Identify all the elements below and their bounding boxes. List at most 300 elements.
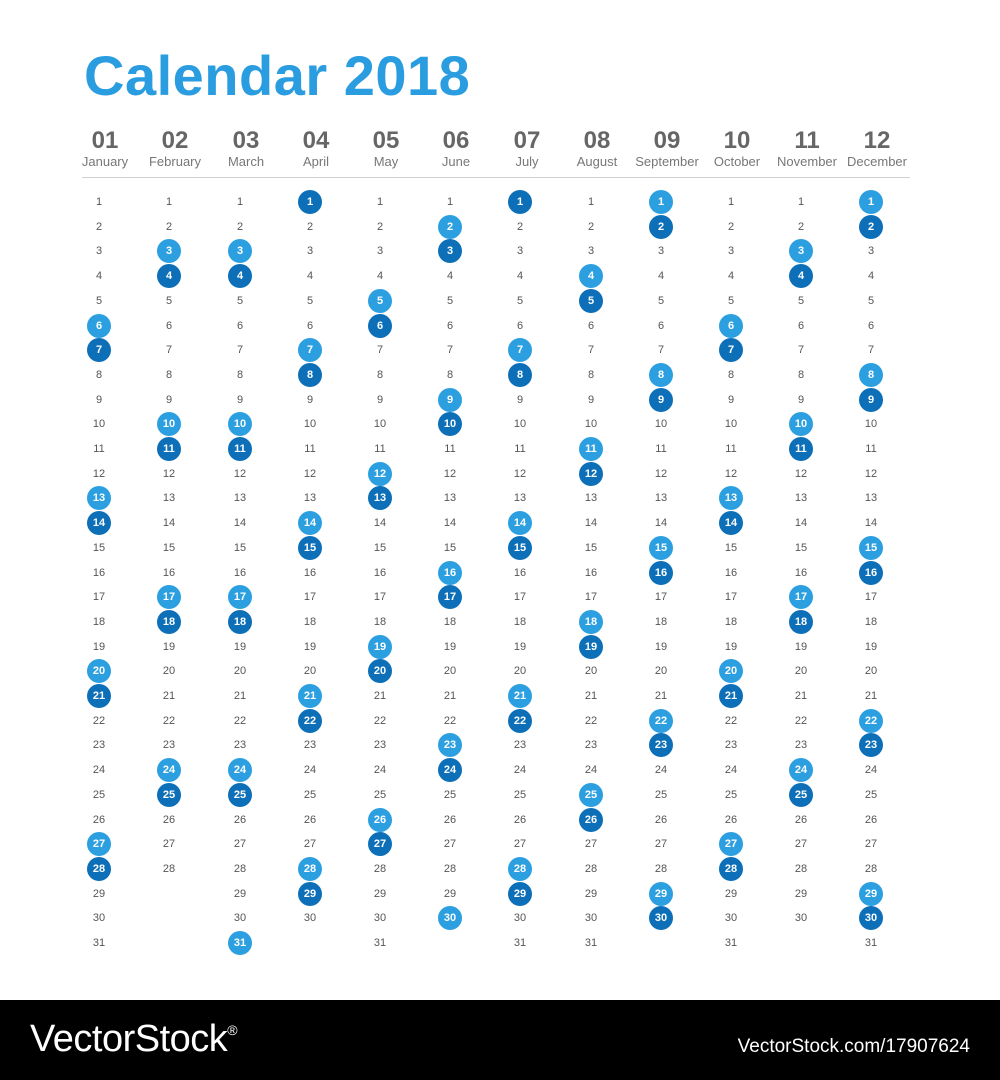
day-september-27: 27: [654, 838, 668, 851]
day-june-17: 17: [438, 585, 462, 609]
day-july-16: 16: [513, 566, 527, 579]
day-november-13: 13: [794, 492, 808, 505]
day-november-2: 2: [797, 220, 805, 233]
day-march-31: 31: [228, 931, 252, 955]
day-november-6: 6: [797, 319, 805, 332]
month-header-august: [557, 128, 637, 170]
day-july-6: 6: [516, 319, 524, 332]
month-header-november: [767, 128, 847, 170]
day-november-25: 25: [789, 783, 813, 807]
day-june-21: 21: [443, 690, 457, 702]
day-february-1: 1: [165, 196, 173, 208]
day-july-15: 15: [508, 536, 532, 560]
day-february-2: 2: [165, 220, 173, 233]
day-january-30: 30: [92, 912, 106, 925]
day-october-17: 17: [724, 591, 738, 604]
day-october-26: 26: [724, 813, 738, 826]
day-march-22: 22: [233, 714, 247, 727]
month-name: March: [227, 154, 265, 169]
day-november-17: 17: [789, 585, 813, 609]
day-august-20: 20: [584, 665, 598, 678]
day-august-18: 18: [579, 610, 603, 634]
day-april-16: 16: [303, 566, 317, 579]
month-name: December: [847, 154, 907, 169]
day-july-23: 23: [513, 739, 527, 752]
day-october-25: 25: [724, 788, 738, 801]
day-may-2: 2: [376, 220, 384, 233]
day-march-11: 11: [228, 437, 252, 461]
image-credit: VectorStock.com/17907624: [737, 1036, 970, 1057]
day-september-2: 2: [649, 215, 673, 239]
day-may-11: 11: [374, 443, 386, 455]
vectorstock-logo: [30, 1018, 237, 1061]
day-july-2: 2: [516, 220, 524, 233]
day-april-14: 14: [298, 511, 322, 535]
day-march-29: 29: [233, 887, 247, 900]
day-april-29: 29: [298, 882, 322, 906]
day-september-5: 5: [657, 294, 665, 307]
day-january-16: 16: [92, 566, 106, 579]
day-july-14: 14: [508, 511, 532, 535]
day-december-27: 27: [864, 838, 878, 851]
day-november-11: 11: [789, 437, 813, 461]
day-july-24: 24: [513, 764, 527, 777]
day-march-27: 27: [233, 838, 247, 851]
day-october-4: 4: [727, 270, 735, 283]
day-october-3: 3: [727, 245, 735, 258]
footer-bar: [0, 1000, 1000, 1080]
day-july-12: 12: [513, 467, 527, 480]
day-june-24: 24: [438, 758, 462, 782]
day-september-6: 6: [657, 319, 665, 332]
day-october-2: 2: [727, 220, 735, 233]
month-number: 10: [723, 127, 751, 154]
day-november-1: 1: [797, 196, 805, 208]
day-december-29: 29: [859, 882, 883, 906]
day-may-26: 26: [368, 808, 392, 832]
day-february-18: 18: [157, 610, 181, 634]
day-june-29: 29: [443, 887, 457, 900]
day-october-27: 27: [719, 832, 743, 856]
day-april-30: 30: [303, 912, 317, 925]
day-may-8: 8: [376, 368, 384, 381]
day-december-6: 6: [867, 319, 875, 332]
day-may-17: 17: [373, 591, 387, 604]
header-divider: [82, 177, 910, 178]
day-march-12: 12: [233, 467, 247, 480]
day-january-19: 19: [92, 640, 106, 653]
day-may-10: 10: [373, 418, 387, 431]
day-september-19: 19: [654, 640, 668, 653]
day-february-5: 5: [165, 294, 173, 307]
day-january-28: 28: [87, 857, 111, 881]
day-june-6: 6: [446, 319, 454, 332]
day-march-26: 26: [233, 813, 247, 826]
day-july-1: 1: [508, 190, 532, 214]
day-march-8: 8: [236, 368, 244, 381]
day-september-14: 14: [654, 517, 668, 530]
day-march-19: 19: [233, 640, 247, 653]
day-may-29: 29: [373, 887, 387, 900]
day-june-22: 22: [443, 714, 457, 727]
day-june-11: 11: [444, 443, 456, 455]
day-october-21: 21: [719, 684, 743, 708]
day-november-24: 24: [789, 758, 813, 782]
day-april-26: 26: [303, 813, 317, 826]
day-november-10: 10: [789, 412, 813, 436]
day-july-27: 27: [513, 838, 527, 851]
day-november-27: 27: [794, 838, 808, 851]
day-september-1: 1: [649, 190, 673, 214]
day-november-12: 12: [794, 467, 808, 480]
day-august-12: 12: [579, 462, 603, 486]
day-july-17: 17: [513, 591, 527, 604]
day-july-13: 13: [513, 492, 527, 505]
day-may-12: 12: [368, 462, 392, 486]
day-april-2: 2: [306, 220, 314, 233]
day-february-13: 13: [162, 492, 176, 505]
day-january-7: 7: [87, 338, 111, 362]
month-number: 05: [372, 127, 400, 154]
day-september-10: 10: [654, 418, 668, 431]
day-december-7: 7: [867, 344, 875, 357]
day-august-8: 8: [587, 368, 595, 381]
day-february-21: 21: [162, 690, 176, 702]
day-august-19: 19: [579, 635, 603, 659]
day-december-16: 16: [859, 561, 883, 585]
day-november-16: 16: [794, 566, 808, 579]
day-june-13: 13: [443, 492, 457, 505]
day-may-1: 1: [376, 196, 384, 208]
month-number: 04: [302, 127, 330, 154]
day-july-30: 30: [513, 912, 527, 925]
day-december-4: 4: [867, 270, 875, 283]
day-january-22: 22: [92, 714, 106, 727]
month-number: 02: [161, 127, 189, 154]
day-april-24: 24: [303, 764, 317, 777]
day-may-22: 22: [373, 714, 387, 727]
day-june-2: 2: [438, 215, 462, 239]
day-april-15: 15: [298, 536, 322, 560]
day-july-11: 11: [514, 443, 526, 455]
day-november-26: 26: [794, 813, 808, 826]
day-june-12: 12: [443, 467, 457, 480]
day-march-16: 16: [233, 566, 247, 579]
day-july-26: 26: [513, 813, 527, 826]
day-february-17: 17: [157, 585, 181, 609]
day-march-18: 18: [228, 610, 252, 634]
day-may-30: 30: [373, 912, 387, 925]
day-november-22: 22: [794, 714, 808, 727]
day-october-8: 8: [727, 368, 735, 381]
day-december-24: 24: [864, 764, 878, 777]
day-august-27: 27: [584, 838, 598, 851]
day-june-19: 19: [443, 640, 457, 653]
day-march-23: 23: [233, 739, 247, 752]
day-may-18: 18: [373, 615, 387, 628]
day-november-20: 20: [794, 665, 808, 678]
day-april-28: 28: [298, 857, 322, 881]
day-may-28: 28: [373, 862, 387, 875]
day-january-11: 11: [93, 443, 105, 455]
day-july-3: 3: [516, 245, 524, 258]
month-name: February: [148, 154, 202, 169]
day-march-14: 14: [233, 517, 247, 530]
day-june-26: 26: [443, 813, 457, 826]
day-june-18: 18: [443, 615, 457, 628]
day-may-19: 19: [368, 635, 392, 659]
day-january-13: 13: [87, 486, 111, 510]
day-december-9: 9: [859, 388, 883, 412]
day-july-21: 21: [508, 684, 532, 708]
day-july-4: 4: [516, 270, 524, 283]
day-march-24: 24: [228, 758, 252, 782]
day-december-25: 25: [864, 788, 878, 801]
day-january-6: 6: [87, 314, 111, 338]
day-january-20: 20: [87, 659, 111, 683]
day-october-14: 14: [719, 511, 743, 535]
day-may-25: 25: [373, 788, 387, 801]
day-january-18: 18: [92, 615, 106, 628]
month-number: 01: [91, 127, 119, 154]
day-march-28: 28: [233, 862, 247, 875]
day-november-4: 4: [789, 264, 813, 288]
day-february-26: 26: [162, 813, 176, 826]
day-march-4: 4: [228, 264, 252, 288]
day-december-5: 5: [867, 294, 875, 307]
day-february-8: 8: [165, 368, 173, 381]
day-april-21: 21: [298, 684, 322, 708]
day-march-9: 9: [236, 393, 244, 406]
day-november-5: 5: [797, 294, 805, 307]
month-number: 07: [513, 127, 541, 154]
day-june-14: 14: [443, 517, 457, 530]
month-number: 03: [232, 127, 260, 154]
day-august-7: 7: [587, 344, 595, 357]
day-february-28: 28: [162, 862, 176, 875]
day-march-5: 5: [236, 294, 244, 307]
day-february-3: 3: [157, 239, 181, 263]
day-february-24: 24: [157, 758, 181, 782]
month-name: November: [777, 154, 837, 169]
day-june-23: 23: [438, 733, 462, 757]
day-june-9: 9: [438, 388, 462, 412]
day-september-16: 16: [649, 561, 673, 585]
day-june-5: 5: [446, 294, 454, 307]
day-june-7: 7: [446, 344, 454, 357]
day-february-22: 22: [162, 714, 176, 727]
day-may-24: 24: [373, 764, 387, 777]
month-number: 08: [583, 127, 611, 154]
month-header-july: [487, 128, 567, 170]
day-january-31: 31: [92, 937, 106, 949]
day-april-19: 19: [303, 640, 317, 653]
day-september-3: 3: [657, 245, 665, 258]
day-october-28: 28: [719, 857, 743, 881]
registered-mark: ®: [227, 1022, 238, 1038]
day-june-28: 28: [443, 862, 457, 875]
day-december-18: 18: [864, 615, 878, 628]
day-august-3: 3: [587, 245, 595, 258]
day-september-20: 20: [654, 665, 668, 678]
day-november-3: 3: [789, 239, 813, 263]
day-march-6: 6: [236, 319, 244, 332]
day-december-22: 22: [859, 709, 883, 733]
month-header-october: [697, 128, 777, 170]
day-march-30: 30: [233, 912, 247, 925]
day-september-26: 26: [654, 813, 668, 826]
day-november-29: 29: [794, 887, 808, 900]
day-june-10: 10: [438, 412, 462, 436]
day-april-13: 13: [303, 492, 317, 505]
day-january-9: 9: [95, 393, 103, 406]
day-march-17: 17: [228, 585, 252, 609]
day-march-2: 2: [236, 220, 244, 233]
month-header-may: [346, 128, 426, 170]
day-september-21: 21: [654, 690, 668, 702]
day-may-16: 16: [373, 566, 387, 579]
day-august-13: 13: [584, 492, 598, 505]
day-january-3: 3: [95, 245, 103, 258]
day-july-18: 18: [513, 615, 527, 628]
day-may-27: 27: [368, 832, 392, 856]
day-february-14: 14: [162, 517, 176, 530]
day-october-13: 13: [719, 486, 743, 510]
day-january-21: 21: [87, 684, 111, 708]
day-july-25: 25: [513, 788, 527, 801]
day-june-1: 1: [446, 196, 454, 208]
day-april-1: 1: [298, 190, 322, 214]
day-february-23: 23: [162, 739, 176, 752]
day-january-5: 5: [95, 294, 103, 307]
day-october-5: 5: [727, 294, 735, 307]
day-october-20: 20: [719, 659, 743, 683]
day-august-5: 5: [579, 289, 603, 313]
day-july-19: 19: [513, 640, 527, 653]
day-september-17: 17: [654, 591, 668, 604]
day-october-19: 19: [724, 640, 738, 653]
day-april-11: 11: [304, 443, 316, 455]
day-july-5: 5: [516, 294, 524, 307]
day-february-10: 10: [157, 412, 181, 436]
day-march-21: 21: [233, 690, 247, 702]
day-december-3: 3: [867, 245, 875, 258]
month-name: January: [81, 154, 129, 169]
day-october-10: 10: [724, 418, 738, 431]
day-august-23: 23: [584, 739, 598, 752]
day-august-16: 16: [584, 566, 598, 579]
day-february-12: 12: [162, 467, 176, 480]
month-number: 11: [794, 127, 820, 154]
day-april-18: 18: [303, 615, 317, 628]
day-september-4: 4: [657, 270, 665, 283]
day-october-15: 15: [724, 541, 738, 554]
day-may-3: 3: [376, 245, 384, 258]
day-february-7: 7: [165, 344, 173, 357]
day-december-19: 19: [864, 640, 878, 653]
day-july-31: 31: [513, 937, 527, 949]
day-april-12: 12: [303, 467, 317, 480]
day-november-7: 7: [797, 344, 805, 357]
month-header-march: [206, 128, 286, 170]
day-april-27: 27: [303, 838, 317, 851]
day-october-9: 9: [727, 393, 735, 406]
day-september-28: 28: [654, 862, 668, 875]
day-january-27: 27: [87, 832, 111, 856]
day-december-15: 15: [859, 536, 883, 560]
day-june-15: 15: [443, 541, 457, 554]
day-october-11: 11: [725, 443, 737, 455]
day-december-13: 13: [864, 492, 878, 505]
day-august-11: 11: [579, 437, 603, 461]
day-february-11: 11: [157, 437, 181, 461]
day-december-20: 20: [864, 665, 878, 678]
day-july-10: 10: [513, 418, 527, 431]
month-header-april: [276, 128, 356, 170]
day-july-28: 28: [508, 857, 532, 881]
day-march-25: 25: [228, 783, 252, 807]
day-october-16: 16: [724, 566, 738, 579]
day-august-17: 17: [584, 591, 598, 604]
day-november-18: 18: [789, 610, 813, 634]
day-october-31: 31: [724, 937, 738, 949]
month-number: 09: [653, 127, 681, 154]
month-header-december: [837, 128, 917, 170]
day-may-23: 23: [373, 739, 387, 752]
day-july-29: 29: [508, 882, 532, 906]
day-august-6: 6: [587, 319, 595, 332]
day-december-1: 1: [859, 190, 883, 214]
day-april-3: 3: [306, 245, 314, 258]
day-march-20: 20: [233, 665, 247, 678]
day-june-3: 3: [438, 239, 462, 263]
day-december-30: 30: [859, 906, 883, 930]
day-april-9: 9: [306, 393, 314, 406]
day-december-28: 28: [864, 862, 878, 875]
month-name: July: [515, 154, 539, 169]
day-september-7: 7: [657, 344, 665, 357]
day-january-10: 10: [92, 418, 106, 431]
day-august-2: 2: [587, 220, 595, 233]
day-august-4: 4: [579, 264, 603, 288]
day-january-12: 12: [92, 467, 106, 480]
day-september-9: 9: [649, 388, 673, 412]
day-january-2: 2: [95, 220, 103, 233]
day-december-17: 17: [864, 591, 878, 604]
day-december-23: 23: [859, 733, 883, 757]
month-name: June: [441, 154, 471, 169]
day-august-1: 1: [587, 196, 595, 208]
day-january-25: 25: [92, 788, 106, 801]
day-december-26: 26: [864, 813, 878, 826]
day-october-29: 29: [724, 887, 738, 900]
day-february-16: 16: [162, 566, 176, 579]
day-october-6: 6: [719, 314, 743, 338]
day-september-15: 15: [649, 536, 673, 560]
day-july-9: 9: [516, 393, 524, 406]
day-december-11: 11: [865, 443, 877, 455]
day-august-28: 28: [584, 862, 598, 875]
day-september-12: 12: [654, 467, 668, 480]
logo-text: VectorStock: [30, 1018, 228, 1060]
day-september-22: 22: [649, 709, 673, 733]
day-september-18: 18: [654, 615, 668, 628]
day-may-14: 14: [373, 517, 387, 530]
day-february-19: 19: [162, 640, 176, 653]
day-february-4: 4: [157, 264, 181, 288]
day-may-13: 13: [368, 486, 392, 510]
day-july-7: 7: [508, 338, 532, 362]
